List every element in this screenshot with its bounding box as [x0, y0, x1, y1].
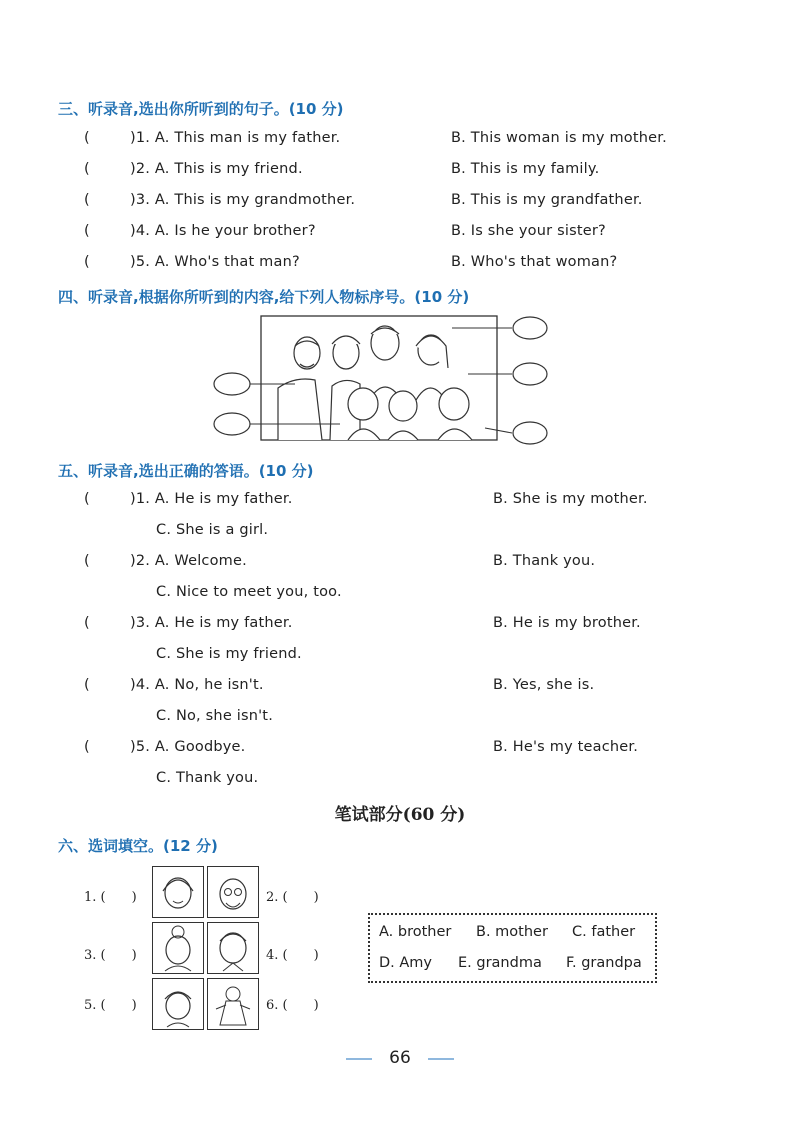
blank-6[interactable]: 6. ( )	[266, 998, 319, 1013]
answer-paren[interactable]: (	[84, 223, 90, 239]
option-b: B. This is my family.	[451, 161, 600, 177]
option-a: )5. A. Who's that man?	[130, 254, 300, 270]
answer-paren[interactable]: (	[84, 615, 90, 631]
option-c: C. Thank you.	[156, 770, 259, 786]
answer-paren[interactable]: (	[84, 161, 90, 177]
answer-paren[interactable]: (	[84, 491, 90, 507]
picture-amy	[207, 978, 259, 1030]
picture-grandma	[152, 922, 204, 974]
blank-5[interactable]: 5. ( )	[84, 998, 137, 1013]
word-e: E. grandma	[458, 955, 542, 971]
answer-paren[interactable]: (	[84, 254, 90, 270]
option-b: B. He is my brother.	[493, 615, 641, 631]
blank-2[interactable]: 2. ( )	[266, 890, 319, 905]
option-b: B. Is she your sister?	[451, 223, 606, 239]
word-c: C. father	[572, 924, 636, 940]
option-b: B. He's my teacher.	[493, 739, 639, 755]
word-a: A. brother	[379, 924, 452, 940]
option-c: C. Nice to meet you, too.	[156, 584, 342, 600]
blank-3[interactable]: 3. ( )	[84, 948, 137, 963]
blank-4[interactable]: 4. ( )	[266, 948, 319, 963]
section6-title: 六、选词填空。(12 分)	[58, 837, 218, 855]
option-b: B. Yes, she is.	[493, 677, 595, 693]
page-number: 66	[389, 1048, 411, 1068]
word-f: F. grandpa	[566, 955, 642, 971]
option-a: )4. A. No, he isn't.	[130, 677, 264, 693]
option-a: )2. A. Welcome.	[130, 553, 247, 569]
answer-paren[interactable]: (	[84, 739, 90, 755]
option-a: )1. A. He is my father.	[130, 491, 293, 507]
option-a: )3. A. This is my grandmother.	[130, 192, 356, 208]
picture-brother	[152, 978, 204, 1030]
blank-1[interactable]: 1. ( )	[84, 890, 137, 905]
option-a: )1. A. This man is my father.	[130, 130, 341, 146]
answer-paren[interactable]: (	[84, 553, 90, 569]
section5-title: 五、听录音,选出正确的答语。(10 分)	[58, 462, 314, 480]
family-picture	[200, 308, 560, 448]
option-b: B. Who's that woman?	[451, 254, 618, 270]
word-bank	[368, 913, 657, 983]
answer-oval-left-2[interactable]	[214, 413, 250, 435]
option-c: C. She is my friend.	[156, 646, 302, 662]
option-b: B. Thank you.	[493, 553, 596, 569]
answer-oval-right-3[interactable]	[513, 422, 547, 444]
option-b: B. She is my mother.	[493, 491, 648, 507]
word-d: D. Amy	[379, 955, 433, 971]
section3-title: 三、听录音,选出你所听到的句子。(10 分)	[58, 100, 344, 118]
page-number-line-right	[428, 1058, 454, 1060]
option-b: B. This is my grandfather.	[451, 192, 643, 208]
section4-title: 四、听录音,根据你所听到的内容,给下列人物标序号。(10 分)	[58, 288, 470, 306]
option-c: C. She is a girl.	[156, 522, 269, 538]
option-a: )3. A. He is my father.	[130, 615, 293, 631]
option-a: )4. A. Is he your brother?	[130, 223, 316, 239]
picture-father	[207, 922, 259, 974]
answer-oval-left-1[interactable]	[214, 373, 250, 395]
option-a: )2. A. This is my friend.	[130, 161, 303, 177]
option-c: C. No, she isn't.	[156, 708, 274, 724]
picture-mother	[152, 866, 204, 918]
written-part-heading: 笔试部分(60 分)	[334, 805, 466, 825]
answer-paren[interactable]: (	[84, 130, 90, 146]
answer-oval-right-1[interactable]	[513, 317, 547, 339]
picture-grandpa	[207, 866, 259, 918]
answer-paren[interactable]: (	[84, 192, 90, 208]
answer-paren[interactable]: (	[84, 677, 90, 693]
word-b: B. mother	[476, 924, 548, 940]
answer-oval-right-2[interactable]	[513, 363, 547, 385]
option-b: B. This woman is my mother.	[451, 130, 667, 146]
option-a: )5. A. Goodbye.	[130, 739, 246, 755]
